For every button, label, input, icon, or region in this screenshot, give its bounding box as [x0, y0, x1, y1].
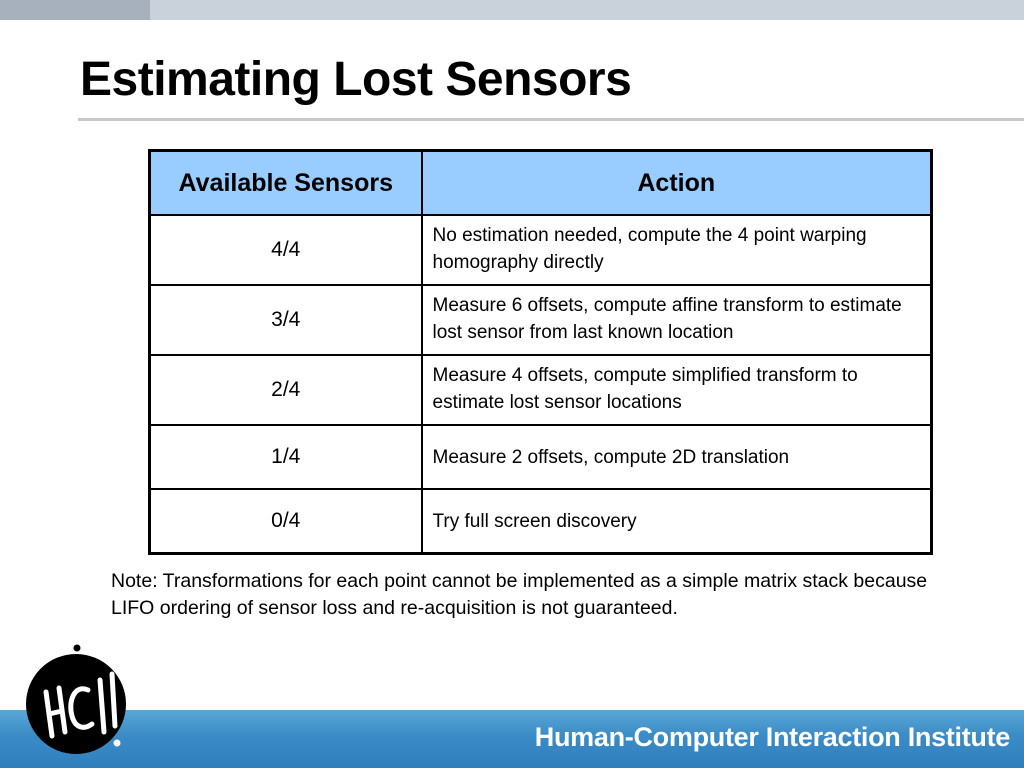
top-bar-accent	[0, 0, 150, 20]
action-cell: Measure 6 offsets, compute affine transform to estimate lost sensor from last known location	[422, 285, 932, 355]
action-cell: Measure 2 offsets, compute 2D translation	[422, 425, 932, 489]
title-divider	[78, 118, 1024, 121]
footnote: Note: Transformations for each point cannot be implemented as a simple matrix stack because LIFO ordering of sensor loss and re-acquisition is not guaranteed.	[111, 570, 928, 619]
table-row	[150, 355, 932, 425]
header-available-sensors: Available Sensors	[150, 151, 422, 216]
header-action: Action	[422, 151, 932, 216]
table-row	[150, 489, 932, 554]
top-bar	[0, 0, 1024, 20]
table-row	[150, 215, 932, 285]
table-header-row	[150, 151, 932, 216]
sensor-count-cell: 3/4	[150, 285, 422, 355]
sensor-table	[148, 149, 933, 555]
action-cell: Measure 4 offsets, compute simplified transform to estimate lost sensor locations	[422, 355, 932, 425]
table-row	[150, 285, 932, 355]
action-cell: Try full screen discovery	[422, 489, 932, 554]
sensor-count-cell: 0/4	[150, 489, 422, 554]
action-cell: No estimation needed, compute the 4 point warping homography directly	[422, 215, 932, 285]
sensor-count-cell: 2/4	[150, 355, 422, 425]
hcii-logo	[24, 640, 128, 758]
sensor-count-cell: 1/4	[150, 425, 422, 489]
sensor-count-cell: 4/4	[150, 215, 422, 285]
institute-name: Human-Computer Interaction Institute	[534, 722, 1010, 752]
slide-title: Estimating Lost Sensors	[80, 53, 632, 106]
table-row	[150, 425, 932, 489]
